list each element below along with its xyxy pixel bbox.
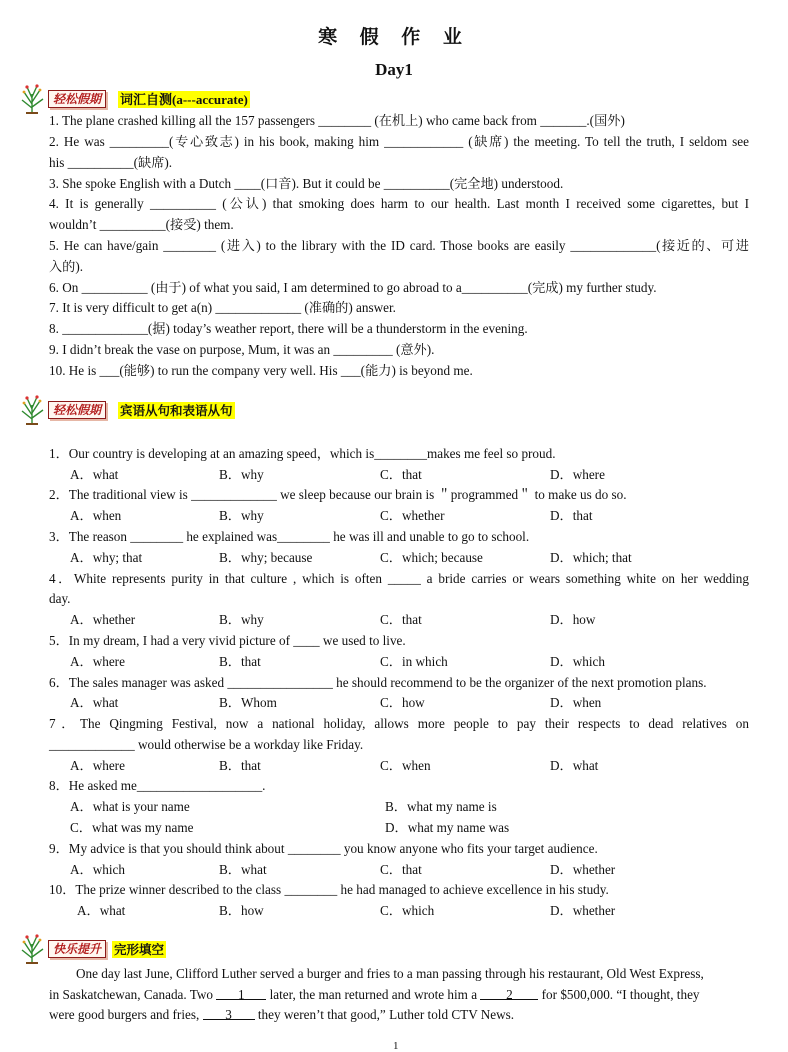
vocab-line: 7. It is very difficult to get a(n) _____________ (准确的) answer. [49, 300, 396, 315]
cloze-blank-1: 1 [216, 985, 266, 1000]
page-number: 1 [393, 1040, 399, 1052]
option-a: A．what [70, 695, 119, 710]
plant-icon [18, 934, 46, 964]
option-a: A．which [70, 862, 125, 877]
vocab-line: 8. _____________(据) today’s weather report, there will be a thunderstorm in the evening. [49, 321, 528, 336]
cloze-text: later, the man returned and wrote him a [266, 987, 481, 1002]
question-text-cont: day. [49, 591, 71, 606]
question-text: 2．The traditional view is _____________ we sleep because our brain is ＂programmed＂ to make us do so. [49, 487, 627, 502]
option-c: C．what was my name [70, 820, 194, 835]
question-text: 10．The prize winner described to the class ________ he had managed to achieve excellence in his study. [49, 882, 609, 897]
cloze-line [49, 985, 749, 1005]
option-b: B．how [219, 903, 264, 918]
option-a: A．where [70, 654, 125, 669]
section-title-vocab: 词汇自测(a---accurate) [120, 91, 248, 107]
section-header-vocab [18, 84, 250, 114]
cloze-line: One day last June, Clifford Luther served a burger and fries to a man passing through his restaurant, Old West Express, [76, 966, 704, 981]
option-a: A．when [70, 508, 122, 523]
page-title: 寒 假 作 业 [318, 26, 470, 48]
vocab-line: 入的). [49, 259, 84, 274]
section-title-clauses: 宾语从句和表语从句 [120, 402, 233, 418]
option-b: B．why [219, 508, 264, 523]
option-d: D．which [550, 654, 605, 669]
question-text: 8．He asked me___________________. [49, 778, 266, 793]
question-text: 1．Our country is developing at an amazing speed，which is________makes me feel so proud. [49, 446, 556, 461]
option-b: B．that [219, 654, 261, 669]
option-b: B．what [219, 862, 267, 877]
day-heading: Day1 [375, 60, 413, 79]
option-c: C．when [380, 758, 431, 773]
question-text: 9．My advice is that you should think about ________ you know anyone who fits your target audience. [49, 841, 598, 856]
vocab-line: 9. I didn’t break the vase on purpose, Mum, it was an _________ (意外). [49, 342, 435, 357]
section-header-clauses [18, 395, 235, 425]
option-d: D．that [550, 508, 593, 523]
cloze-text: they weren’t that good,” Luther told CTV News. [254, 1007, 515, 1022]
option-d: D．how [550, 612, 596, 627]
option-d: D．what [550, 758, 599, 773]
option-b: B．that [219, 758, 261, 773]
section-header-cloze [18, 934, 166, 964]
option-c: C．whether [380, 508, 445, 523]
option-c: C．which [380, 903, 435, 918]
cloze-blank-3: 3 [203, 1005, 255, 1020]
option-d: D．whether [550, 903, 616, 918]
badge-easy-holiday: 轻松假期 [48, 90, 106, 108]
cloze-blank-2: 2 [480, 985, 538, 1000]
option-b: B．why; because [219, 550, 313, 565]
cloze-text: for $500,000. “I thought, they [538, 987, 700, 1002]
cloze-text: were good burgers and fries, [49, 1007, 203, 1022]
option-c: C．in which [380, 654, 448, 669]
option-a: A．what [70, 467, 119, 482]
option-a: A．why; that [70, 550, 143, 565]
option-a: A．what [77, 903, 126, 918]
vocab-line: his __________(缺席). [49, 155, 173, 170]
cloze-line [49, 1005, 749, 1025]
option-d: D．what my name was [385, 820, 510, 835]
option-d: D．when [550, 695, 602, 710]
option-a: A．what is your name [70, 799, 190, 814]
option-a: A．where [70, 758, 125, 773]
question-text: 6．The sales manager was asked ________________ he should recommend to be the organizer of the next promotion plans. [49, 675, 707, 690]
option-a: A．whether [70, 612, 136, 627]
vocab-line: 2. He was _________(专心致志) in his book, making him ____________ (缺席) the meeting. To tell the truth, I seldom see [49, 134, 749, 149]
plant-icon [18, 395, 46, 425]
question-text-cont: _____________ would otherwise be a workday like Friday. [49, 737, 364, 752]
option-c: C．that [380, 612, 422, 627]
vocab-line: 1. The plane crashed killing all the 157 passengers ________ (在机上) who came back from _______.(国外) [49, 113, 625, 128]
option-c: C．that [380, 862, 422, 877]
option-b: B．why [219, 612, 264, 627]
vocab-line: 5. He can have/gain ________ (进入) to the library with the ID card. Those books are easily _____________(接近的、可进 [49, 238, 749, 253]
question-text: 3．The reason ________ he explained was________ he was ill and unable to go to school. [49, 529, 530, 544]
option-c: C．that [380, 467, 422, 482]
question-text: 7．The Qingming Festival, now a national holiday, allows more people to pay their respects to dead relatives on [49, 716, 749, 731]
section-title-cloze: 完形填空 [114, 941, 165, 957]
option-d: D．whether [550, 862, 616, 877]
badge-happy-improve: 快乐提升 [48, 940, 106, 958]
option-c: C．which; because [380, 550, 483, 565]
badge-easy-holiday: 轻松假期 [48, 401, 106, 419]
option-b: B．what my name is [385, 799, 497, 814]
vocab-line: wouldn’t __________(接受) them. [49, 217, 234, 232]
option-d: D．which; that [550, 550, 632, 565]
question-text: 4．White represents purity in that culture , which is often _____ a bride carries or wears something white on her wedding [49, 571, 749, 586]
question-text: 5．In my dream, I had a very vivid picture of ____ we used to live. [49, 633, 406, 648]
cloze-text: in Saskatchewan, Canada. Two [49, 987, 217, 1002]
plant-icon [18, 84, 46, 114]
vocab-line: 4. It is generally __________ (公认) that smoking does harm to our health. Last month I received some cigarettes, but I [49, 196, 749, 211]
vocab-line: 10. He is ___(能够) to run the company very well. His ___(能力) is beyond me. [49, 363, 473, 378]
option-c: C．how [380, 695, 425, 710]
vocab-line: 3. She spoke English with a Dutch ____(口音). But it could be __________(完全地) understood. [49, 176, 564, 191]
option-b: B．Whom [219, 695, 277, 710]
option-d: D．where [550, 467, 605, 482]
vocab-line: 6. On __________ (由于) of what you said, I am determined to go abroad to a__________(完成) my further study. [49, 280, 657, 295]
option-b: B．why [219, 467, 264, 482]
